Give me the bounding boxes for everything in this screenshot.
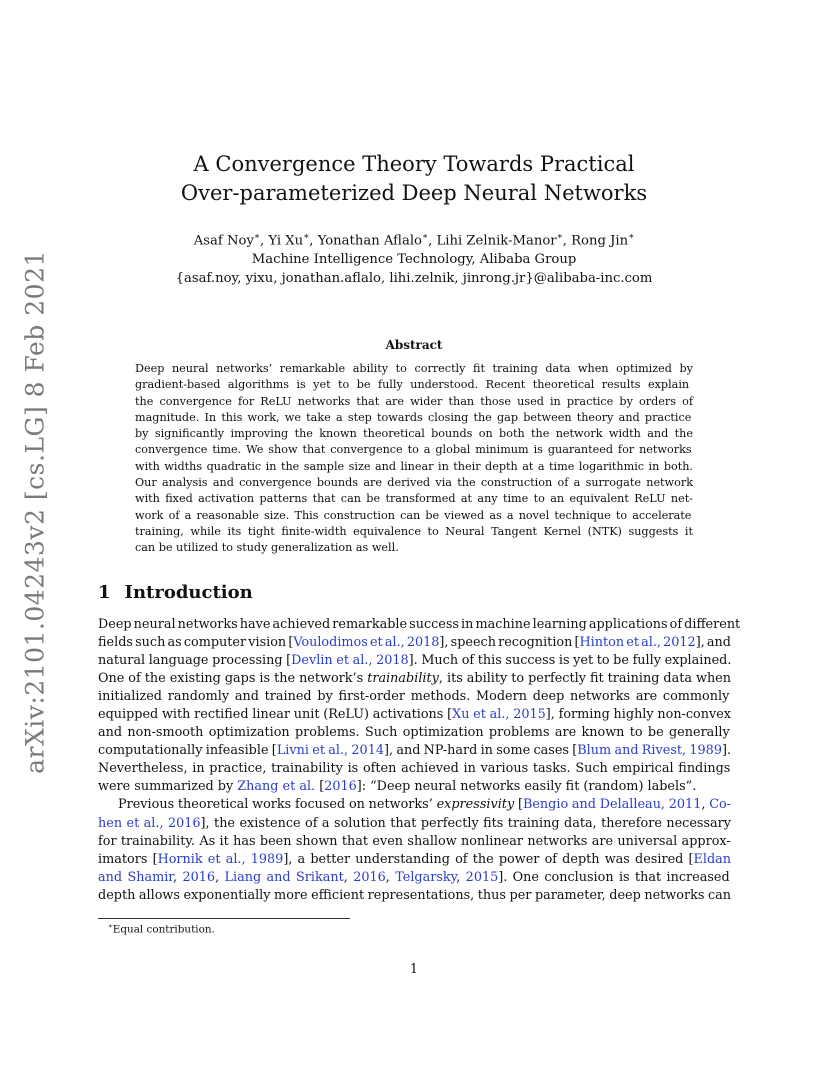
author-equal-contribution-mark: ∗ (303, 232, 310, 242)
author-name: Lihi Zelnik-Manor (436, 233, 557, 249)
citation-link[interactable]: Zhang et al. (237, 779, 316, 795)
intro-line (98, 670, 731, 688)
text-run: , (343, 869, 354, 885)
emphasized-term: trainability (367, 671, 439, 687)
footnote (108, 922, 215, 935)
text-run: ]: “Deep neural networks easily fit (random) labels”. (356, 779, 697, 795)
text-run: for trainability. As it has been shown that even shallow nonlinear networks are universal approx- (98, 833, 731, 849)
citation-link[interactable]: Bengio and Delalleau, 2011 (522, 797, 702, 813)
citation-link[interactable]: Xu et al., 2015 (452, 707, 546, 723)
author-name: Yi Xu (268, 233, 304, 249)
text-run: , (385, 869, 396, 885)
abstract-line: Our analysis and convergence bounds are derived via the construction of a surrogate network (135, 476, 693, 490)
citation-link[interactable]: Voulodimos et al., 2018 (293, 635, 440, 651)
intro-line (98, 724, 731, 742)
author-name: Rong Jin (571, 233, 629, 249)
text-run: and non-smooth optimization problems. Such optimization problems are known to be generally (98, 725, 730, 741)
abstract-heading: Abstract (385, 338, 443, 352)
citation-link[interactable]: Hinton et al., 2012 (579, 635, 696, 651)
text-run: , its ability to perfectly fit training data when (438, 671, 731, 687)
text-run: ]. Much of this success is yet to be fully explained. (408, 653, 732, 669)
abstract-line: with widths quadratic in the sample size and linear in their depth at a time logarithmic in both. (135, 459, 693, 473)
footnote-text: Equal contribution. (112, 923, 215, 936)
introduction-text (98, 616, 741, 905)
text-run: , (173, 869, 183, 885)
text-run: were summarized by (98, 779, 238, 795)
intro-line (98, 634, 731, 652)
intro-line (98, 688, 731, 706)
author-equal-contribution-mark: ∗ (422, 232, 429, 242)
paper-title (0, 150, 828, 208)
citation-link[interactable]: Hornik et al., 1989 (157, 851, 284, 867)
citation-link[interactable]: and Shamir (98, 869, 174, 885)
text-run: ]. (721, 743, 732, 759)
text-run: ], and NP-hard in some cases [ (383, 743, 578, 759)
title-line-1: A Convergence Theory Towards Practical (193, 152, 635, 176)
arxiv-identifier-stamp: arXiv:2101.04243v2 [cs.LG] 8 Feb 2021 (20, 250, 50, 774)
text-run: , (701, 797, 710, 813)
affiliation: Machine Intelligence Technology, Alibaba Group (251, 252, 577, 268)
text-run: , (215, 869, 225, 885)
text-run: One of the existing gaps is the network’s (98, 671, 368, 687)
text-run: [ (514, 797, 523, 813)
citation-link[interactable]: Liang and Srikant (224, 869, 344, 885)
abstract-line: by significantly improving the known theoretical bounds on both the network width and the (135, 427, 693, 441)
intro-line (98, 887, 731, 905)
intro-line (98, 652, 731, 670)
author-name: Yonathan Aflalo (317, 233, 422, 249)
abstract-line: with fixed activation patterns that can be transformed at any time to an equivalent ReLU net- (135, 492, 693, 506)
text-run: initialized randomly and trained by first-order methods. Modern deep networks are commonly (98, 689, 730, 705)
author-equal-contribution-mark: ∗ (253, 232, 261, 242)
section-number: 1 (98, 582, 111, 603)
intro-line (98, 760, 731, 778)
footnote-rule (98, 918, 350, 919)
abstract-line: Deep neural networks’ remarkable ability to correctly fit training data when optimized by (135, 362, 693, 375)
citation-link[interactable]: Livni et al., 2014 (276, 743, 384, 759)
citation-link[interactable]: Eldan (693, 851, 732, 867)
text-run: depth allows exponentially more efficient representations, thus per parameter, deep networks can (98, 887, 731, 903)
intro-line (98, 742, 731, 760)
footnote-mark: ∗ (108, 922, 113, 930)
text-run: , (456, 869, 466, 885)
page-number: 1 (409, 962, 419, 977)
intro-line (98, 706, 731, 724)
section-heading (98, 582, 253, 603)
text-run: ], and (695, 635, 731, 651)
author-block (0, 228, 828, 288)
author-name: Asaf Noy (193, 233, 254, 249)
text-run: ], the existence of a solution that perfectly fits training data, therefore necessary (200, 815, 732, 831)
section-title: Introduction (124, 582, 253, 603)
text-run: ]. One conclusion is that increased (498, 869, 730, 885)
author-names: Asaf Noy∗, Yi Xu∗, Yonathan Aflalo∗, Lihi Zelnik-Manor∗, Rong Jin∗ (193, 232, 635, 249)
text-run: Deep neural networks have achieved remarkable success in machine learning applications of different (98, 617, 741, 632)
text-run: equipped with rectified linear unit (ReLU) activations [ (98, 707, 453, 723)
citation-link[interactable]: Telgarsky (395, 869, 457, 885)
abstract-text (135, 361, 693, 557)
author-emails: {asaf.noy, yixu, jonathan.aflalo, lihi.zelnik, jinrong.jr}@alibaba-inc.com (175, 271, 653, 287)
intro-line (98, 796, 731, 814)
text-run: Previous theoretical works focused on networks’ (118, 797, 437, 813)
intro-line (98, 869, 731, 887)
citation-link[interactable]: Blum and Rivest, 1989 (577, 743, 722, 759)
text-run: imators [ (98, 851, 158, 867)
abstract-line: gradient-based algorithms is yet to be fully understood. Recent theoretical results explain (135, 378, 690, 392)
intro-line (98, 851, 731, 869)
text-run: Nevertheless, in practice, trainability is often achieved in various tasks. Such empirical findings (98, 761, 731, 777)
emphasized-term: expressivity (436, 797, 515, 813)
text-run: [ (315, 779, 325, 795)
intro-line (98, 833, 731, 851)
abstract-line: training, while its tight finite-width equivalence to Neural Tangent Kernel (NTK) suggests it (135, 524, 693, 538)
text-run: ], speech recognition [ (439, 635, 580, 651)
citation-link[interactable]: Co- (709, 797, 732, 813)
text-run: computationally infeasible [ (98, 743, 277, 759)
abstract-line: the convergence for ReLU networks that are wider than those used in practice by orders of (135, 394, 693, 408)
author-equal-contribution-mark: ∗ (556, 232, 563, 242)
citation-link[interactable]: 2016 (353, 869, 386, 885)
abstract-line: can be utilized to study generalization as well. (135, 541, 399, 555)
text-run: ], forming highly non-convex (545, 707, 732, 723)
citation-link[interactable]: 2016 (324, 779, 357, 795)
citation-link[interactable]: 2015 (465, 869, 499, 885)
citation-link[interactable]: 2016 (182, 869, 216, 885)
intro-line (98, 616, 741, 634)
text-run: fields such as computer vision [ (98, 635, 294, 651)
title-line-2: Over-parameterized Deep Neural Networks (180, 181, 648, 205)
text-run: ], a better understanding of the power of depth was desired [ (283, 851, 694, 867)
text-run: natural language processing [ (98, 653, 292, 669)
intro-line (98, 778, 731, 796)
intro-line (98, 815, 731, 833)
author-equal-contribution-mark: ∗ (628, 232, 635, 242)
abstract-line: convergence time. We show that convergence to a global minimum is guaranteed for networks (135, 443, 692, 457)
citation-link[interactable]: Devlin et al., 2018 (291, 653, 409, 669)
abstract-line: work of a reasonable size. This construction can be viewed as a novel technique to accelerate (135, 508, 692, 522)
abstract-line: magnitude. In this work, we take a step towards closing the gap between theory and practice (135, 410, 692, 424)
citation-link[interactable]: hen et al., 2016 (98, 815, 201, 831)
